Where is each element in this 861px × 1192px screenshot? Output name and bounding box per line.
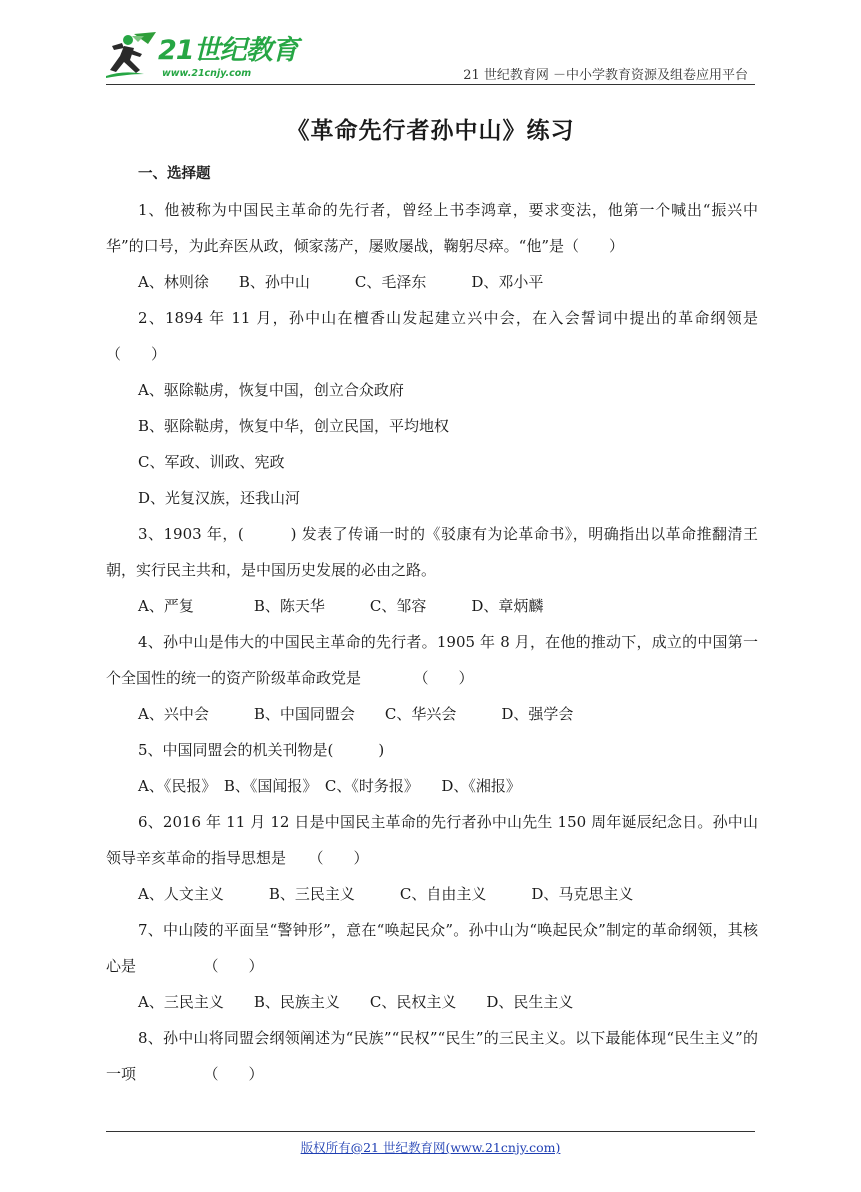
document-title: 《革命先行者孙中山》练习 <box>286 117 575 144</box>
option-d: D、光复汉族，还我山河 <box>138 489 301 507</box>
question-options: A、人文主义 B、三民主义 C、自由主义 D、马克思主义 <box>138 885 634 903</box>
question-options: A、兴中会 B、中国同盟会 C、华兴会 D、强学会 <box>138 705 574 723</box>
question-stem: 5、中国同盟会的机关刊物是( ) <box>138 741 385 759</box>
question-options: A、林则徐 B、孙中山 C、毛泽东 D、邓小平 <box>138 273 544 291</box>
logo-url-text: www.21cnjy.com <box>162 68 252 79</box>
site-logo[interactable] <box>104 30 298 82</box>
question-6 <box>106 804 758 912</box>
footer-copyright-link[interactable]: 版权所有@21 世纪教育网(www.21cnjy.com) <box>300 1140 561 1155</box>
question-5 <box>106 732 758 804</box>
question-stem: 8、孙中山将同盟会纲领阐述为“民族”“民权”“民生”的三民主义。以下最能体现“民生主义”的一项 （ ） <box>106 1029 758 1083</box>
section-heading: 一、选择题 <box>138 165 211 182</box>
question-1 <box>106 192 758 300</box>
question-stem: 2、1894 年 11 月，孙中山在檀香山发起建立兴中会，在入会誓词中提出的革命纲领是（ ） <box>106 309 758 363</box>
option-a: A、驱除鞑虏，恢复中国，创立合众政府 <box>138 381 404 399</box>
document-body <box>106 156 758 1092</box>
question-options: A、《民报》 B、《国闻报》 C、《时务报》 D、《湘报》 <box>138 777 521 795</box>
option-c: C、军政、训政、宪政 <box>138 453 285 471</box>
question-stem: 6、2016 年 11 月 12 日是中国民主革命的先行者孙中山先生 150 周年诞辰纪念日。孙中山领导辛亥革命的指导思想是 （ ） <box>106 813 758 867</box>
option-b: B、驱除鞑虏，恢复中华，创立民国，平均地权 <box>138 417 450 435</box>
question-options: A、严复 B、陈天华 C、邹容 D、章炳麟 <box>138 597 544 615</box>
question-options: A、三民主义 B、民族主义 C、民权主义 D、民生主义 <box>138 993 574 1011</box>
logo-brand-text: 21世纪教育 <box>158 35 298 66</box>
question-8 <box>106 1020 758 1092</box>
question-3 <box>106 516 758 624</box>
question-stem: 3、1903 年，( ) 发表了传诵一时的《驳康有为论革命书》，明确指出以革命推翻清王朝，实行民主共和，是中国历史发展的必由之路。 <box>106 525 758 579</box>
question-stem: 1、他被称为中国民主革命的先行者，曾经上书李鸿章，要求变法，他第一个喊出“振兴中华”的口号，为此弃医从政，倾家荡产，屡败屡战，鞠躬尽瘁。“他”是（ ） <box>106 201 758 255</box>
question-stem: 4、孙中山是伟大的中国民主革命的先行者。1905 年 8 月，在他的推动下，成立的中国第一个全国性的统一的资产阶级革命政党是 （ ） <box>106 633 758 687</box>
running-figure-icon <box>104 30 162 78</box>
question-stem: 7、中山陵的平面呈“警钟形”，意在“唤起民众”。孙中山为“唤起民众”制定的革命纲领，其核心是 （ ） <box>106 921 758 975</box>
header-tagline: 21 世纪教育网 －中小学教育资源及组卷应用平台 <box>463 68 748 83</box>
question-7 <box>106 912 758 1020</box>
question-2 <box>106 300 758 516</box>
footer-divider <box>106 1131 755 1132</box>
header-divider <box>106 84 755 85</box>
question-4 <box>106 624 758 732</box>
